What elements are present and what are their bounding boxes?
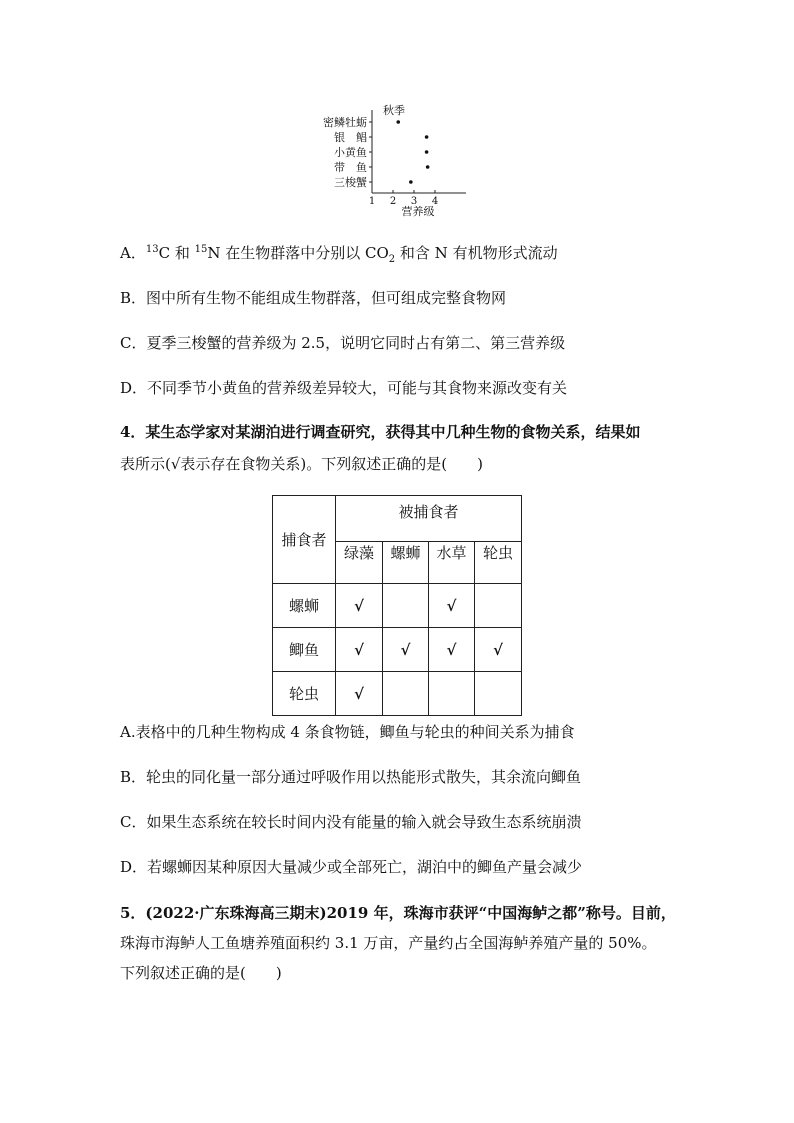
table-row [273, 628, 522, 672]
q3-option-a [120, 243, 558, 263]
relation-cell: √ [383, 628, 429, 672]
prey-header: 水草 [429, 542, 475, 584]
isotope-15-superscript: 15 [194, 244, 208, 255]
relation-cell [475, 584, 522, 628]
food-relation-table [272, 495, 522, 716]
option-a-prefix: A． [120, 244, 146, 262]
q4-option-a: A.表格中的几种生物构成 4 条食物链，鲫鱼与轮虫的种间关系为捕食 [120, 723, 575, 741]
relation-cell [429, 672, 475, 716]
relation-cell [383, 672, 429, 716]
relation-cell: √ [336, 628, 383, 672]
trophic-level-scatter-chart [310, 100, 480, 220]
y-tick-label: 银 鲳 [334, 131, 367, 144]
relation-cell: √ [475, 628, 522, 672]
data-point [425, 150, 429, 154]
q5-stem-line-3: 下列叙述正确的是( ) [120, 964, 282, 982]
predator-label: 螺蛳 [273, 584, 336, 628]
q4-option-b: B．轮虫的同化量一部分通过呼吸作用以热能形式散失，其余流向鲫鱼 [120, 768, 582, 786]
q3-option-d: D．不同季节小黄鱼的营养级差异较大，可能与其食物来源改变有关 [120, 379, 568, 397]
prey-header: 螺蛳 [383, 542, 429, 584]
x-tick-label: 1 [368, 196, 376, 207]
y-tick-label: 三梭蟹 [334, 176, 367, 189]
chart-title: 秋季 [383, 104, 405, 117]
x-tick-label: 2 [389, 196, 397, 207]
relation-cell [475, 672, 522, 716]
y-tick-label: 小黄鱼 [334, 146, 367, 159]
x-axis-label: 营养级 [401, 205, 435, 218]
q5-stem-line-1: 5．(2022·广东珠海高三期末)2019 年，珠海市获评“中国海鲈之都”称号。目前， [120, 904, 676, 922]
x-tick-label: 3 [410, 196, 418, 207]
relation-cell: √ [429, 584, 475, 628]
q4-stem-line-1: 4．某生态学家对某湖泊进行调查研究，获得其中几种生物的食物关系，结果如 [120, 423, 641, 441]
data-point [409, 180, 413, 184]
q4-option-c: C．如果生态系统在较长时间内没有能量的输入就会导致生态系统崩溃 [120, 813, 582, 831]
option-a-text-2: N 在生物群落中分别以 CO [207, 244, 389, 262]
q3-option-b: B．图中所有生物不能组成生物群落，但可组成完整食物网 [120, 289, 507, 307]
x-tick-label: 4 [431, 196, 439, 207]
q4-option-d: D．若螺蛳因某种原因大量减少或全部死亡，湖泊中的鲫鱼产量会减少 [120, 858, 583, 876]
predator-label: 鲫鱼 [273, 628, 336, 672]
prey-header: 绿藻 [336, 542, 383, 584]
prey-group-header: 被捕食者 [336, 496, 522, 542]
data-point [425, 135, 429, 139]
option-a-text-3: 和含 N 有机物形式流动 [395, 244, 558, 262]
relation-cell: √ [336, 672, 383, 716]
data-point [426, 165, 430, 169]
relation-cell: √ [336, 584, 383, 628]
y-tick-label: 密鳞牡蛎 [323, 116, 367, 129]
option-a-text-1: C 和 [158, 244, 195, 262]
table-corner-header: 捕食者 [273, 496, 336, 584]
prey-header: 轮虫 [475, 542, 522, 584]
co2-subscript: 2 [388, 254, 396, 265]
relation-cell [383, 584, 429, 628]
predator-label: 轮虫 [273, 672, 336, 716]
data-point [396, 120, 400, 124]
y-tick-label: 带 鱼 [334, 161, 367, 174]
table-row [273, 584, 522, 628]
q5-stem-line-2: 珠海市海鲈人工鱼塘养殖面积约 3.1 万亩，产量约占全国海鲈养殖产量的 50%。 [120, 934, 657, 952]
q4-stem-line-2: 表所示(√表示存在食物关系)。下列叙述正确的是( ) [120, 455, 483, 473]
isotope-13-superscript: 13 [145, 244, 159, 255]
q3-option-c: C．夏季三梭蟹的营养级为 2.5，说明它同时占有第二、第三营养级 [120, 334, 566, 352]
table-row [273, 672, 522, 716]
relation-cell: √ [429, 628, 475, 672]
